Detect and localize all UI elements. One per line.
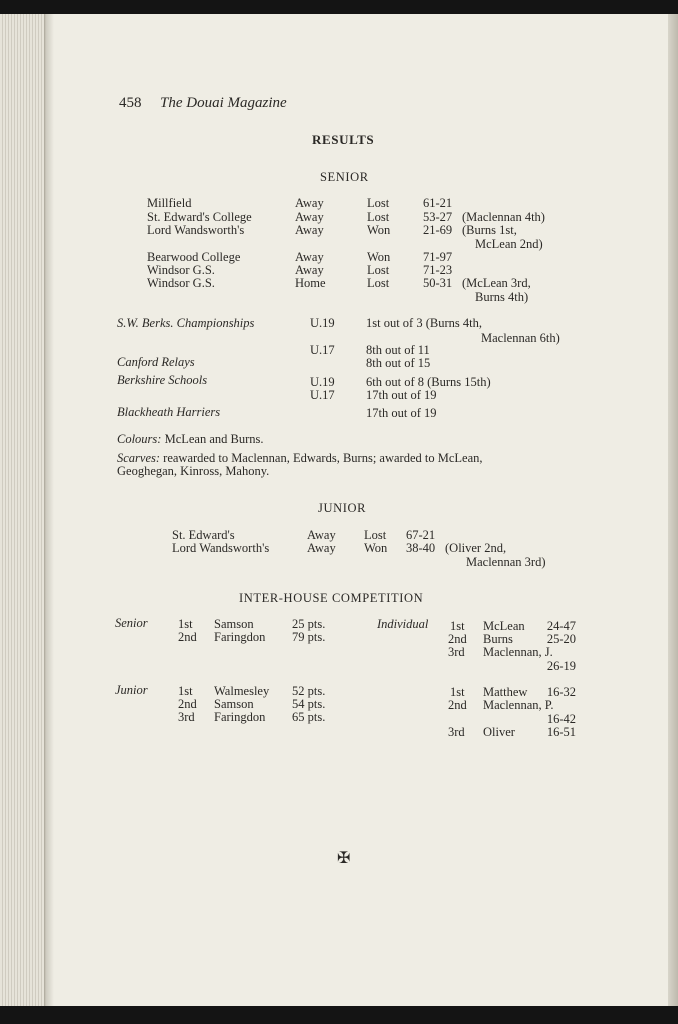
house-place: 1st [178, 617, 193, 631]
runner-time: 16-32 [546, 685, 576, 699]
runner-name: Burns [483, 632, 513, 646]
match-venue: Home [295, 276, 326, 290]
event-age-group: U.17 [310, 388, 335, 402]
match-venue: Away [295, 263, 324, 277]
junior-label: Junior [115, 683, 148, 697]
book-spine-edge [668, 14, 678, 1006]
house-place: 2nd [178, 697, 197, 711]
match-score: 71-97 [423, 250, 453, 264]
match-score: 21-69 [423, 223, 453, 237]
house-place: 3rd [178, 710, 195, 724]
results-heading: RESULTS [312, 132, 375, 147]
scarves-label: Scarves: [117, 451, 161, 465]
event-name: Berkshire Schools [117, 373, 208, 387]
runner-time: 25-20 [546, 632, 576, 646]
event-age-group: U.19 [310, 375, 335, 389]
individual-label: Individual [377, 617, 429, 631]
event-result: 8th out of 15 [366, 356, 431, 370]
match-venue: Away [307, 541, 336, 555]
match-opponent: Lord Wandsworth's [172, 541, 270, 555]
scarves-text: reawarded to Maclennan, Edwards, Burns; awarded to McLean, [163, 451, 483, 465]
match-opponent: Bearwood College [147, 250, 241, 264]
house-name: Faringdon [214, 630, 266, 644]
house-points: 25 pts. [292, 617, 326, 631]
house-name: Walmesley [214, 684, 270, 698]
senior-heading: SENIOR [320, 170, 369, 184]
runner-name: Oliver [483, 725, 515, 739]
colours-line [117, 432, 264, 446]
match-opponent: Millfield [147, 196, 192, 210]
junior-heading: JUNIOR [318, 501, 367, 515]
individual-place: 1st [450, 619, 465, 633]
runner-time: 24-47 [546, 619, 576, 633]
match-result: Won [367, 223, 391, 237]
house-place: 1st [178, 684, 193, 698]
match-score: 71-23 [423, 263, 453, 277]
match-venue: Away [295, 223, 324, 237]
event-result: 6th out of 8 (Burns 15th) [366, 375, 491, 389]
runner-time: 26-19 [546, 659, 576, 673]
match-note: (Burns 1st, [462, 223, 517, 237]
match-opponent: Windsor G.S. [147, 263, 215, 277]
event-age-group: U.17 [310, 343, 335, 357]
scarves-text-continued: Geoghegan, Kinross, Mahony. [117, 464, 270, 478]
running-header: The Douai Magazine [160, 95, 287, 111]
match-note-continued: Burns 4th) [475, 290, 529, 304]
match-score: 61-21 [423, 196, 453, 210]
match-note-continued: McLean 2nd) [475, 237, 543, 251]
runner-name: Matthew [483, 685, 528, 699]
colours-text: McLean and Burns. [164, 432, 264, 446]
match-result: Won [367, 250, 391, 264]
individual-place: 2nd [448, 632, 467, 646]
match-opponent: Windsor G.S. [147, 276, 215, 290]
event-name: Canford Relays [117, 355, 195, 369]
individual-place: 1st [450, 685, 465, 699]
senior-label: Senior [115, 616, 148, 630]
match-result: Lost [367, 276, 390, 290]
runner-name: Maclennan, J. [483, 645, 553, 659]
match-venue: Away [295, 210, 324, 224]
event-result: 8th out of 11 [366, 343, 430, 357]
match-score: 50-31 [423, 276, 453, 290]
house-name: Samson [214, 697, 254, 711]
house-points: 52 pts. [292, 684, 326, 698]
cross-ornament-icon: ✠ [337, 850, 351, 867]
scarves-line [117, 451, 483, 465]
match-venue: Away [295, 196, 324, 210]
gutter-shadow [44, 14, 54, 1006]
interhouse-heading: INTER-HOUSE COMPETITION [239, 591, 424, 605]
match-opponent: Lord Wandsworth's [147, 223, 245, 237]
match-score: 53-27 [423, 210, 453, 224]
event-result: 17th out of 19 [366, 388, 437, 402]
match-note: (McLean 3rd, [462, 276, 531, 290]
house-points: 65 pts. [292, 710, 326, 724]
match-note: (Oliver 2nd, [445, 541, 507, 555]
runner-name: McLean [483, 619, 525, 633]
event-result-continued: Maclennan 6th) [481, 331, 560, 345]
match-result: Lost [367, 263, 390, 277]
event-name: S.W. Berks. Championships [117, 316, 255, 330]
house-name: Faringdon [214, 710, 266, 724]
match-venue: Away [307, 528, 336, 542]
house-name: Samson [214, 617, 254, 631]
match-score: 67-21 [406, 528, 436, 542]
house-points: 79 pts. [292, 630, 326, 644]
runner-name: Maclennan, P. [483, 698, 554, 712]
house-points: 54 pts. [292, 697, 326, 711]
page-edges [0, 14, 46, 1006]
match-result: Lost [367, 210, 390, 224]
individual-place: 2nd [448, 698, 467, 712]
match-note: (Maclennan 4th) [462, 210, 545, 224]
page-number: 458 [119, 95, 142, 111]
runner-time: 16-51 [546, 725, 576, 739]
match-venue: Away [295, 250, 324, 264]
match-score: 38-40 [406, 541, 436, 555]
match-opponent: St. Edward's [172, 528, 235, 542]
match-opponent: St. Edward's College [147, 210, 252, 224]
match-result: Won [364, 541, 388, 555]
house-place: 2nd [178, 630, 197, 644]
match-note-continued: Maclennan 3rd) [466, 555, 546, 569]
individual-place: 3rd [448, 725, 465, 739]
event-result: 1st out of 3 (Burns 4th, [366, 316, 482, 330]
match-result: Lost [364, 528, 387, 542]
runner-time: 16-42 [546, 712, 576, 726]
event-result: 17th out of 19 [366, 406, 437, 420]
individual-place: 3rd [448, 645, 465, 659]
match-result: Lost [367, 196, 390, 210]
event-age-group: U.19 [310, 316, 335, 330]
event-name: Blackheath Harriers [117, 405, 221, 419]
colours-label: Colours: [117, 432, 162, 446]
